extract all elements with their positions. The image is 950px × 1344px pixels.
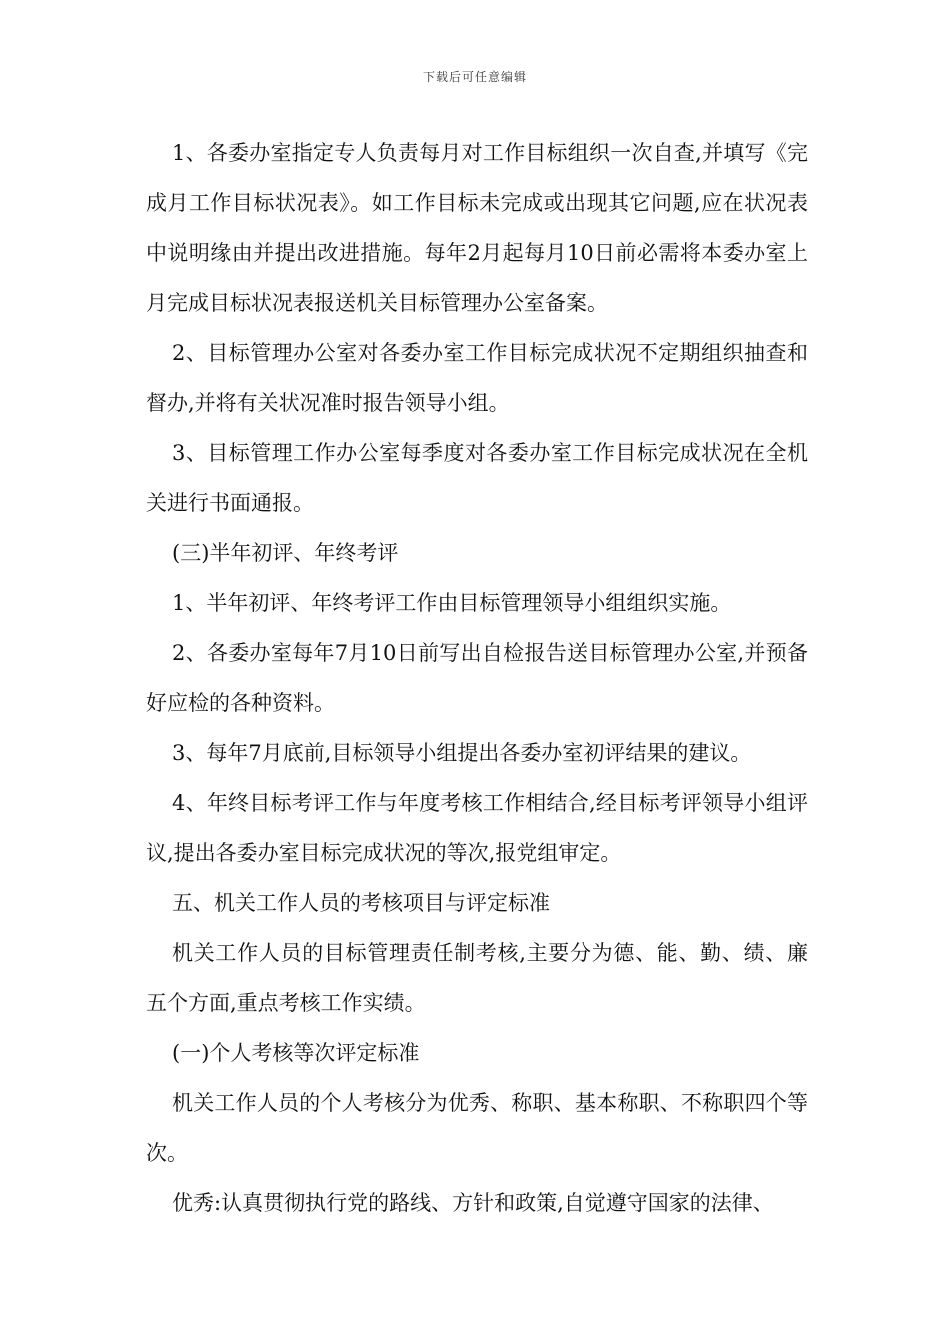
paragraph-6: 3、每年7月底前,目标领导小组提出各委办室初评结果的建议。 [172,741,752,765]
paragraph-5: 2、各委办室每年7月10日前写出自检报告送目标管理办公室,并预备好应检的各种资料。 [146,641,808,715]
section-heading-3: (三)半年初评、年终考评 [172,541,399,565]
paragraph-2: 2、目标管理办公室对各委办室工作目标完成状况不定期组织抽查和督办,并将有关状况准时报告领导小组。 [146,341,808,415]
paragraph-3: 3、目标管理工作办公室每季度对各委办室工作目标完成状况在全机关进行书面通报。 [146,441,808,515]
paragraph-8: 机关工作人员的目标管理责任制考核,主要分为德、能、勤、绩、廉五个方面,重点考核工作实绩。 [146,941,808,1015]
paragraph-10: 优秀:认真贯彻执行党的路线、方针和政策,自觉遵守国家的法律、 [172,1191,774,1215]
paragraph-4: 1、半年初评、年终考评工作由目标管理领导小组组织实施。 [172,591,732,615]
section-heading-5: 五、机关工作人员的考核项目与评定标准 [172,891,550,915]
paragraph-9: 机关工作人员的个人考核分为优秀、称职、基本称职、不称职四个等次。 [146,1091,808,1165]
paragraph-7: 4、年终目标考评工作与年度考核工作相结合,经目标考评领导小组评议,提出各委办室目标完成状况的等次,报党组审定。 [146,791,808,865]
subsection-heading-1: (一)个人考核等次评定标准 [172,1041,420,1065]
page-header: 下载后可任意编辑 [422,70,527,84]
paragraph-1: 1、各委办室指定专人负责每月对工作目标组织一次自查,并填写《完成月工作目标状况表》。如工作目标未完成或出现其它问题,应在状况表中说明缘由并提出改进措施。每年2月起每月10日前必需将本委办室上月完成目标状况表报送机关目标管理办公室备案。 [146,141,808,315]
document-body [146,128,808,1228]
